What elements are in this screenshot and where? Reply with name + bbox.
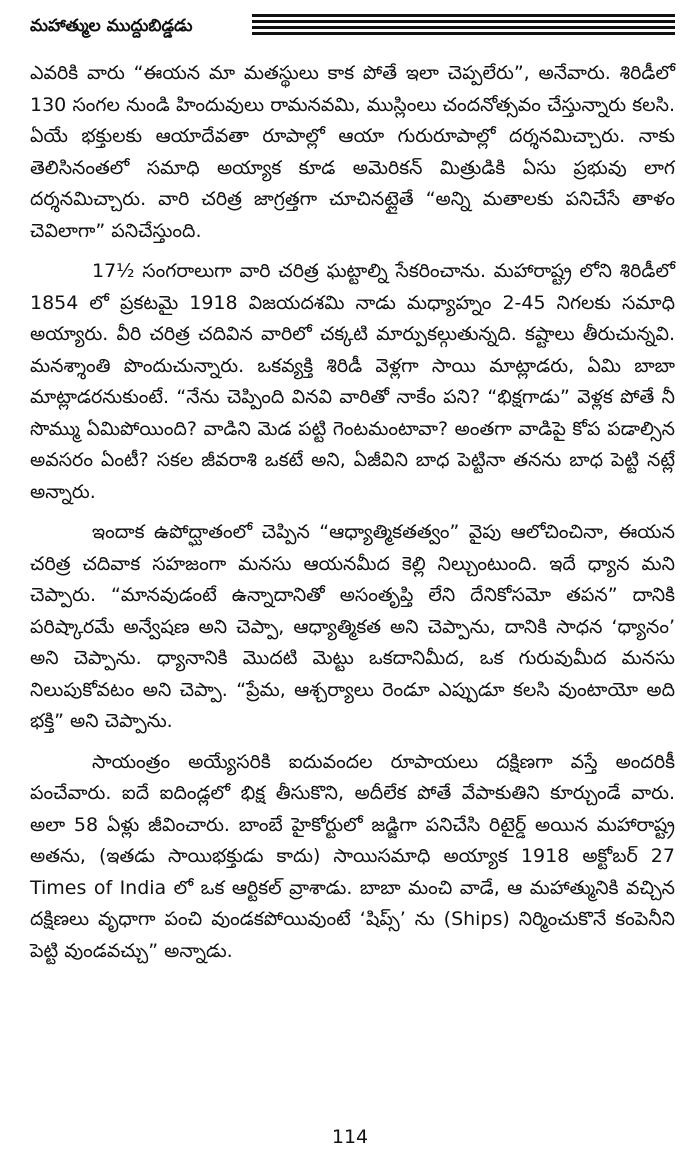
header-rule — [252, 26, 675, 29]
running-header — [30, 10, 675, 50]
header-rule — [252, 14, 675, 17]
paragraph: 17½ సంగరాలుగా వారి చరిత్ర ఘట్టాల్ని సేకరించాను. మహారాష్ట్ర లోని శిరిడీలో 1854 లో ప్రకటమై 1918 విజయదశమి నాడు మధ్యాహ్నం 2-45 నిగలకు సమాధి అయ్యారు. వీరి చరిత్ర చదివిన వారిలో చక్కటి మార్పుకల్గుతున్నది. కష్టాలు తీరుచున్నవి. మనశ్శాంతి పొందుచున్నారు. ఒకవ్యక్తి శిరిడీ వెళ్లగా సాయి మాట్లాడరు, ఏమి బాబా మాట్లాడరనుకుంటే. “నేను చెప్పింది వినవి వారితో నాకేం పని? “భిక్షగాడు” వెళ్లక పోతే నీ సొమ్ము ఏమిపోయింది? వాడిని మెడ పట్టి గెంటమంటావా? అంతగా వాడిపై కోప పడాల్సిన అవసరం ఏంటీ? సకల జీవరాశి ఒకటే అని, ఏజీవిని బాధ పెట్టినా తనను బాధ పెట్టి నట్లే అన్నారు. — [30, 260, 675, 503]
body-text — [30, 58, 675, 976]
paragraph: సాయంత్రం అయ్యేసరికి ఐదువందల రూపాయలు దక్షిణగా వస్తే అందరికీ పంచేవారు. ఐదే ఐదిండ్లలో భిక్ష తీసుకొని, అదీలేక పోతే వేపాకుతిని కూర్చుండే వారు. అలా 58 ఏళ్లు జీవించారు. బాంబే హైకోర్టులో జడ్జిగా పనిచేసి రిటైర్డ్ అయిన మహారాష్ట్ర అతను, (ఇతడు సాయిభక్తుడు కాదు) సాయిసమాధి అయ్యాక 1918 అక్టోబర్ 27 Times of India లో ఒక ఆర్టికల్ వ్రాశాడు. బాబా మంచి వాడే, ఆ మహాత్మునికి వచ్చిన దక్షిణలు వృధాగా పంచి వుండకపోయివుంటే ‘షిప్స్’ ను (Ships) నిర్మించుకొనే కంపెనీని పెట్టి వుండవచ్చు” అన్నాడు. — [30, 750, 675, 962]
header-rule — [252, 32, 675, 35]
header-rule — [252, 20, 675, 23]
running-header-title: మహాత్ముల ముద్దుబిడ్డడు — [30, 16, 193, 36]
page-number: 114 — [331, 1126, 369, 1148]
paragraph: ఎవరికి వారు “ఈయన మా మతస్థులు కాక పోతే ఇలా చెప్పలేరు”, అనేవారు. శిరిడీలో 130 సంగల నుండి హిందువులు రామనవమి, ముస్లింలు చందనోత్సవం చేస్తున్నారు కలసి. ఏయే భక్తులకు ఆయాదేవతా రూపాల్లో ఆయా గురురూపాల్లో దర్శనమిచ్చారు. నాకు తెలిసినంతలో సమాధి అయ్యాక కూడ అమెరికన్ మిత్రుడికి ఏసు ప్రభువు లాగ దర్శనమిచ్చారు. వారి చరిత్ర జాగ్రత్తగా చూచినట్లైతే “అన్ని మతాలకు పనిచేసే తాళం చెవిలాగా” పనిచేస్తుంది. — [30, 62, 675, 242]
header-rule-lines — [252, 14, 675, 38]
paragraph: ఇందాక ఉపోద్ఘాతంలో చెప్పిన “ఆధ్యాత్మికతత్వం” వైపు ఆలోచించినా, ఈయన చరిత్ర చదివాక సహజంగా మనసు ఆయనమీద కెల్లి నిల్చుంటుంది. ఇదే ధ్యాన మని చెప్పారు. “మానవుడంటే ఉన్నాదానితో అసంతృప్తి లేని దేనికోసమో తపన” దానికి పరిష్కారమే అన్వేషణ అని చెప్పా, ఆధ్యాత్మికత అని చెప్పాను, దానికి సాధన ‘ధ్యానం’ అని చెప్పాను. ధ్యానానికి మొదటి మెట్టు ఒకదానిమీద, ఒక గురువుమీద మనసు నిలుపుకోవటం అని చెప్పా. “ప్రేమ, ఆశ్చర్యాలు రెండూ ఎప్పుడూ కలసి వుంటాయో అది భక్తి” అని చెప్పాను. — [30, 521, 675, 732]
